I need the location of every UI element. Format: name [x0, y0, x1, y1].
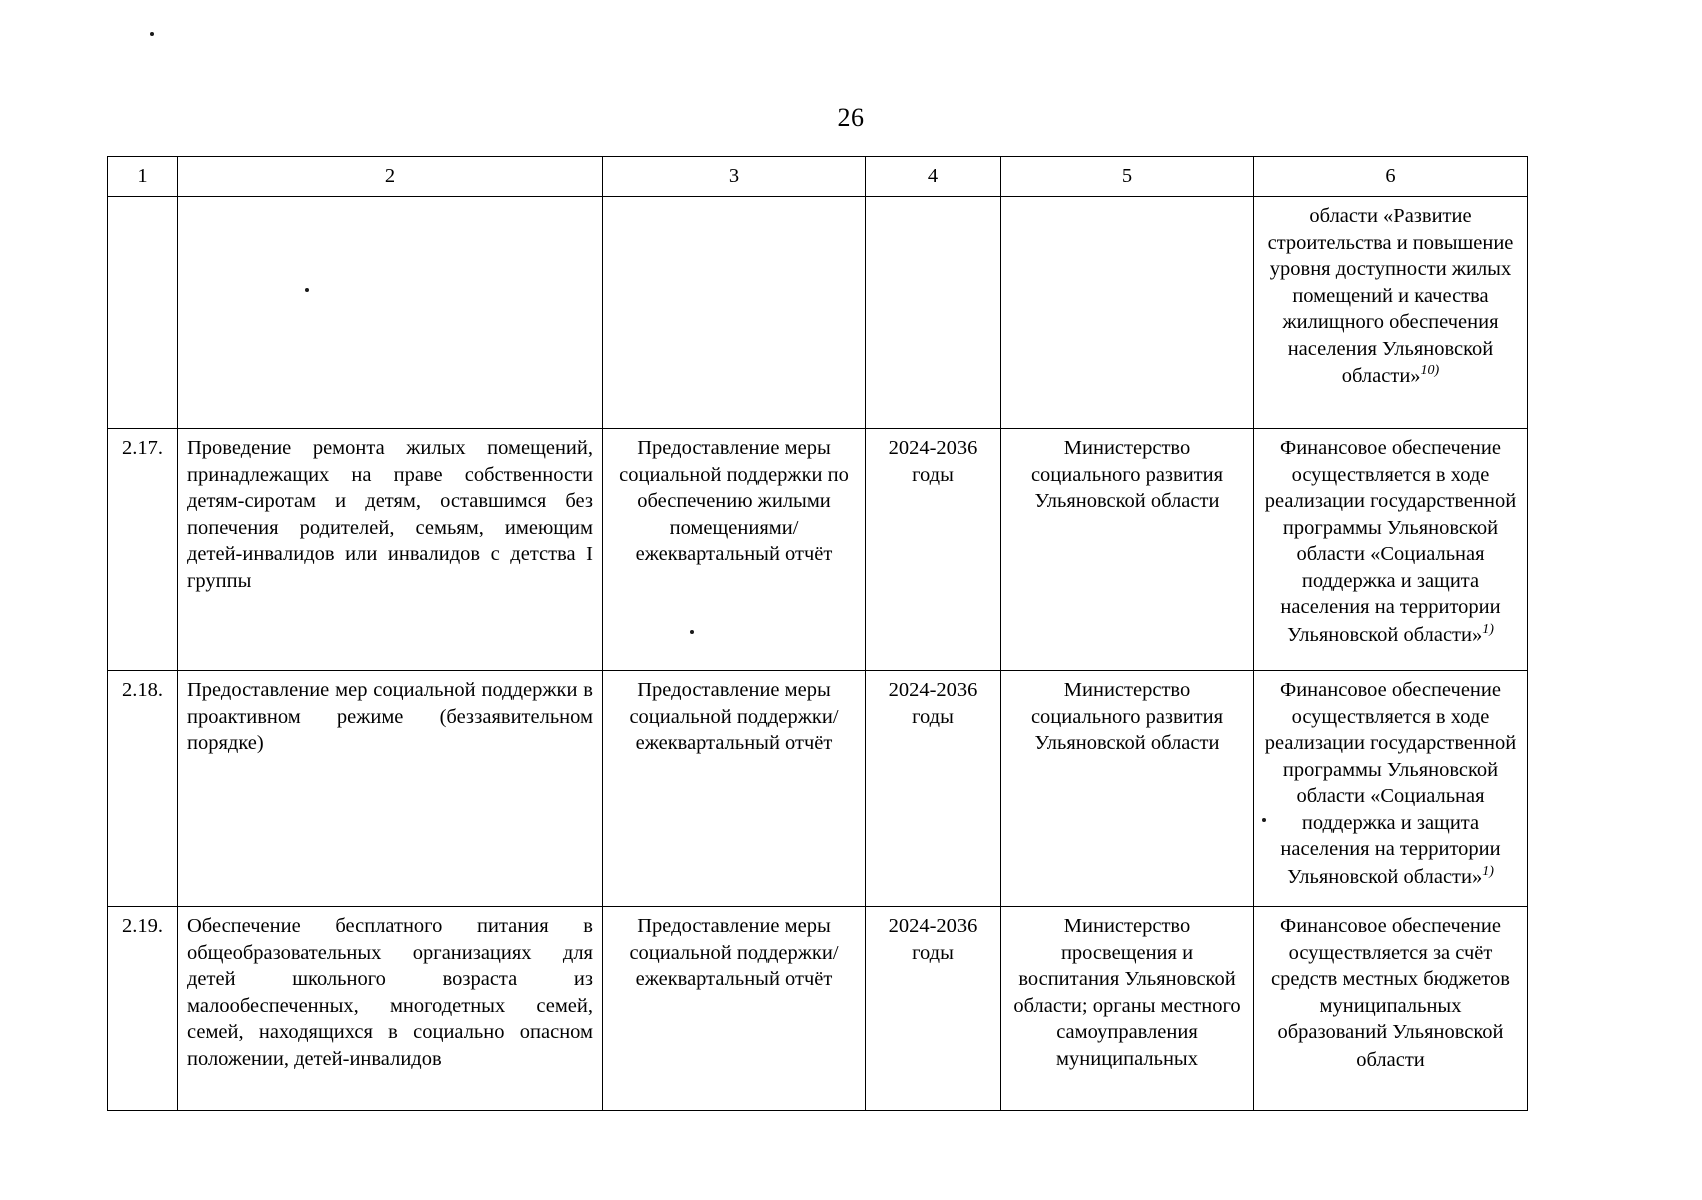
row-financing-footnote: 1)	[1482, 621, 1494, 637]
row-financing-footnote: 1)	[1482, 863, 1494, 879]
column-number-1: 1	[108, 157, 178, 197]
row-number: 2.18.	[108, 671, 178, 907]
row-executor: Министерство социального развития Ульяновской области	[1001, 671, 1254, 907]
column-number-3: 3	[603, 157, 866, 197]
page-number: 26	[837, 103, 865, 132]
row-financing-text: Финансовое обеспечение осуществляется в ходе реализации государственной программы Ульяновской области «Социальная поддержка и защита населения на территории Ульяновской области»	[1264, 437, 1517, 646]
row-executor	[1001, 197, 1254, 429]
row-result	[603, 197, 866, 429]
column-number-2: 2	[178, 157, 603, 197]
row-financing-text: области «Развитие строительства и повышение уровня доступности жилых помещений и качества жилищного обеспечения населения Ульяновской области»	[1267, 205, 1514, 387]
row-period: 2024-2036 годы	[866, 907, 1001, 1111]
row-measure: Обеспечение бесплатного питания в общеобразовательных организациях для детей школьного возраста из малообеспеченных, многодетных семей, семей, находящихся в социально опасном положении, детей-инвалидов	[178, 907, 603, 1111]
table-row	[108, 429, 1528, 671]
row-financing	[1254, 429, 1528, 671]
row-number: 2.17.	[108, 429, 178, 671]
row-financing	[1254, 671, 1528, 907]
row-number	[108, 197, 178, 429]
row-measure	[178, 197, 603, 429]
column-number-5: 5	[1001, 157, 1254, 197]
row-result: Предоставление меры социальной поддержки/ ежеквартальный отчёт	[603, 907, 866, 1111]
row-number: 2.19.	[108, 907, 178, 1111]
row-period	[866, 197, 1001, 429]
column-number-6: 6	[1254, 157, 1528, 197]
table-row	[108, 671, 1528, 907]
row-period: 2024-2036 годы	[866, 429, 1001, 671]
measures-table	[107, 156, 1528, 1111]
row-financing	[1254, 197, 1528, 429]
column-number-4: 4	[866, 157, 1001, 197]
scan-artifact-dot	[150, 32, 154, 36]
row-financing	[1254, 907, 1528, 1111]
table-row	[108, 197, 1528, 429]
row-measure: Предоставление мер социальной поддержки в проактивном режиме (беззаявительном порядке)	[178, 671, 603, 907]
row-result: Предоставление меры социальной поддержки/ ежеквартальный отчёт	[603, 671, 866, 907]
row-financing-footnote: 10)	[1420, 363, 1440, 379]
row-period: 2024-2036 годы	[866, 671, 1001, 907]
row-measure: Проведение ремонта жилых помещений, принадлежащих на праве собственности детям-сиротам и детям, оставшимся без попечения родителей, семьям, имеющим детей-инвалидов или инвалидов с детства I группы	[178, 429, 603, 671]
row-financing-text: Финансовое обеспечение осуществляется за счёт средств местных бюджетов муниципальных образований Ульяновской области	[1271, 915, 1510, 1071]
row-financing-text: Финансовое обеспечение осуществляется в ходе реализации государственной программы Ульяновской области «Социальная поддержка и защита населения на территории Ульяновской области»	[1264, 679, 1517, 888]
table-header-row	[108, 157, 1528, 197]
row-executor: Министерство просвещения и воспитания Ульяновской области; органы местного самоуправления муниципальных	[1001, 907, 1254, 1111]
table-row	[108, 907, 1528, 1111]
row-result: Предоставление меры социальной поддержки по обеспечению жилыми помещениями/ ежеквартальный отчёт	[603, 429, 866, 671]
row-executor: Министерство социального развития Ульяновской области	[1001, 429, 1254, 671]
